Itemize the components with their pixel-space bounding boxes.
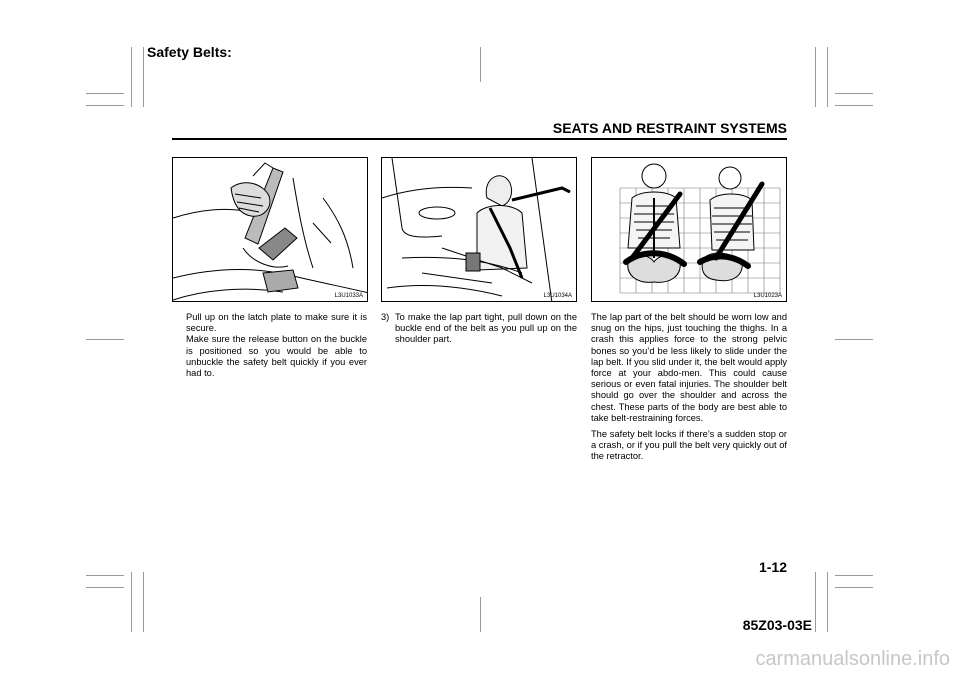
crop-mark [835, 105, 873, 106]
skeleton-illustration [592, 158, 787, 302]
crop-mark [835, 93, 873, 94]
crop-mark [835, 339, 873, 340]
crop-mark [86, 587, 124, 588]
figure-skeleton [591, 157, 787, 302]
left-column-text [186, 312, 367, 384]
crop-mark [86, 339, 124, 340]
step-text: To make the lap part tight, pull down on the buckle end of the belt as you pull up on the shoulder part. [395, 312, 577, 345]
section-title: SEATS AND RESTRAINT SYSTEMS [552, 120, 787, 136]
crop-mark [86, 105, 124, 106]
right-paragraph: The safety belt locks if there’s a sudden stop or a crash, or if you pull the belt very quickly out of the retractor. [591, 429, 787, 462]
crop-mark [827, 572, 828, 632]
middle-column-text [381, 312, 577, 346]
lap-belt-illustration [382, 158, 577, 302]
left-paragraph: Pull up on the latch plate to make sure it is secure. [186, 312, 367, 334]
left-paragraph: Make sure the release button on the buckle is positioned so you would be able to unbuckle the safety belt quickly if you ever had to. [186, 334, 367, 379]
document-code: 85Z03-03E [742, 617, 812, 633]
crop-mark [143, 572, 144, 632]
crop-mark [131, 47, 132, 107]
crop-mark [815, 47, 816, 107]
crop-mark [86, 93, 124, 94]
crop-mark [131, 572, 132, 632]
crop-mark [480, 47, 481, 82]
latch-plate-illustration [173, 158, 368, 302]
watermark: carmanualsonline.info [755, 648, 950, 670]
figure-code: L3U1023A [753, 293, 782, 299]
crop-mark [86, 575, 124, 576]
page-number: 1-12 [758, 559, 787, 575]
header-label: Safety Belts: [147, 44, 232, 60]
figure-code: L3U1033A [334, 293, 363, 299]
right-paragraph: The lap part of the belt should be worn low and snug on the hips, just touching the thighs. In a crash this applies force to the strong pelvic bones so you’d be less likely to slide under the lap belt. If you slid under it, the belt would apply force at your abdo-men. This could cause serious or even fatal injuries. The shoulder belt should go over the shoulder and across the chest. These parts of the body are best able to take belt-restraining forces. [591, 312, 787, 423]
figure-code: L3U1034A [543, 293, 572, 299]
figure-lap-belt [381, 157, 577, 302]
crop-mark [827, 47, 828, 107]
crop-mark [480, 597, 481, 632]
crop-mark [835, 587, 873, 588]
header-rule [172, 138, 787, 140]
crop-mark [835, 575, 873, 576]
right-column-text [591, 312, 787, 468]
figure-latch-plate [172, 157, 368, 302]
instruction-step [381, 312, 577, 346]
step-number: 3) [381, 312, 390, 322]
crop-mark [815, 572, 816, 632]
crop-mark [143, 47, 144, 107]
